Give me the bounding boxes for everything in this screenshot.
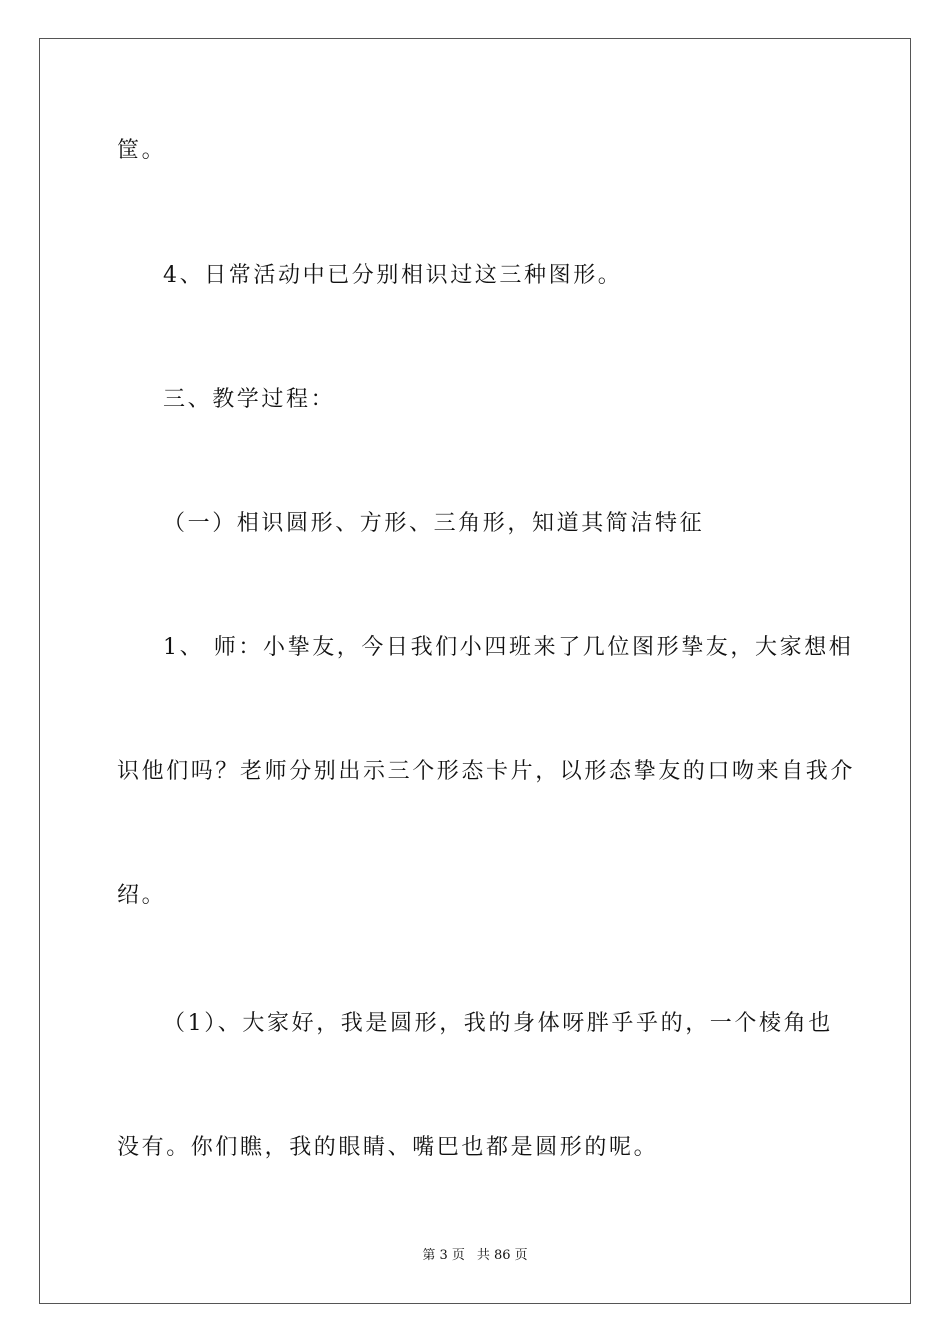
paragraph-line: 没有。你们瞧，我的眼睛、嘴巴也都是圆形的呢。 xyxy=(117,1135,659,1160)
paragraph-line: 识他们吗？老师分别出示三个形态卡片，以形态挚友的口吻来自我介 xyxy=(117,759,856,784)
paragraph-line: 筐。 xyxy=(117,138,167,163)
subsection-heading: （一）相识圆形、方形、三角形，知道其简洁特征 xyxy=(163,511,705,536)
page-border xyxy=(39,38,911,1304)
page-total: 共 86 页 xyxy=(476,1248,528,1263)
page-number: 第 3 页 xyxy=(422,1248,465,1263)
section-heading: 三、教学过程： xyxy=(163,387,336,412)
page-footer xyxy=(0,1248,950,1264)
paragraph-line: 4、日常活动中已分别相识过这三种图形。 xyxy=(163,263,623,288)
paragraph-line: 1、 师：小挚友，今日我们小四班来了几位图形挚友，大家想相 xyxy=(163,635,854,660)
paragraph-line: （1）、大家好，我是圆形，我的身体呀胖乎乎的，一个棱角也 xyxy=(163,1011,833,1036)
paragraph-line: 绍。 xyxy=(117,883,167,908)
